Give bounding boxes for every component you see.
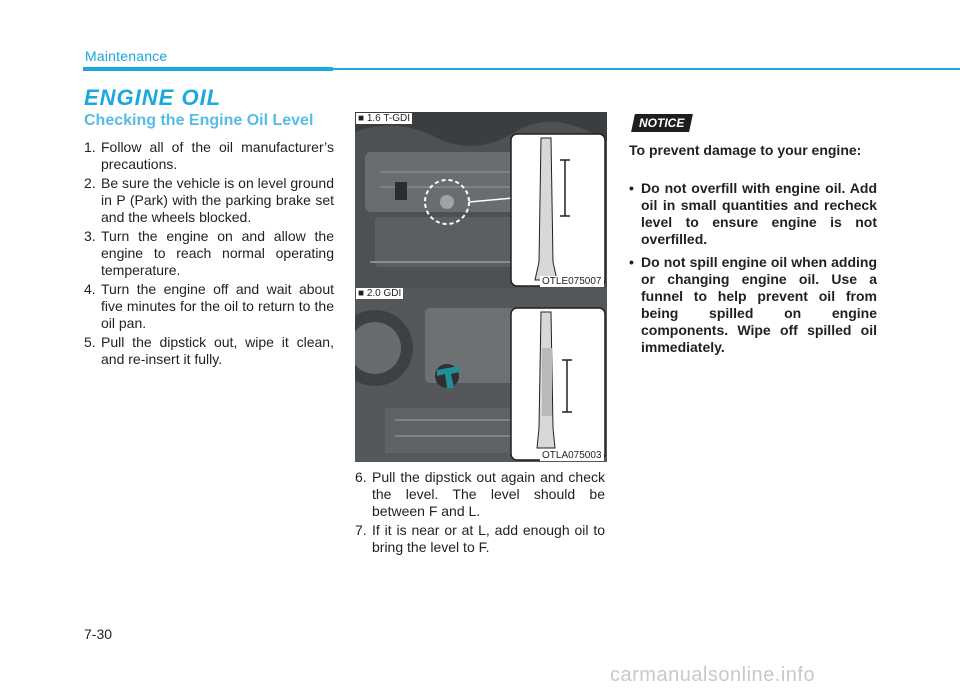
figure-label: ■ 2.0 GDI bbox=[358, 288, 402, 299]
step-item: 3. Turn the engine on and allow the engine to reach normal operating temperature. bbox=[84, 228, 334, 278]
step-item: 5. Pull the dipstick out, wipe it clean, and re-insert it fully. bbox=[84, 334, 334, 367]
notice-bullet-list bbox=[629, 180, 877, 362]
subsection-title: Checking the Engine Oil Level bbox=[84, 112, 314, 129]
step-item: 6. Pull the dipstick out again and check the level. The level should be between F and L. bbox=[355, 469, 605, 519]
page-title: ENGINE OIL bbox=[84, 85, 222, 110]
notice-bullet: • Do not overfill with engine oil. Add oil in small quantities and recheck level to ensure engine is not overfilled. bbox=[629, 180, 877, 247]
header-rule-thin bbox=[333, 68, 960, 70]
figure-code: OTLA075003 bbox=[542, 450, 602, 461]
notice-badge: NOTICE bbox=[631, 114, 693, 132]
left-step-list bbox=[84, 139, 334, 370]
figure-engine-2-0-gdi bbox=[355, 288, 607, 462]
section-label: Maintenance bbox=[85, 48, 168, 64]
notice-heading: To prevent damage to your engine: bbox=[629, 142, 862, 158]
engine-illustration bbox=[355, 288, 607, 462]
figure-code: OTLE075007 bbox=[542, 276, 602, 287]
figure-engine-1-6-tgdi bbox=[355, 112, 607, 288]
figure-label: ■ 1.6 T-GDI bbox=[358, 113, 410, 124]
engine-illustration bbox=[355, 112, 607, 288]
middle-step-list bbox=[355, 469, 605, 558]
step-item: 7. If it is near or at L, add enough oil to bring the level to F. bbox=[355, 522, 605, 555]
step-item: 1. Follow all of the oil manufacturer’s precautions. bbox=[84, 139, 334, 172]
page-number: 7-30 bbox=[84, 626, 113, 642]
watermark: carmanualsonline.info bbox=[610, 664, 816, 686]
step-item: 2. Be sure the vehicle is on level ground in P (Park) with the parking brake set and the wheels blocked. bbox=[84, 175, 334, 225]
notice-bullet: • Do not spill engine oil when adding or changing engine oil. Use a funnel to help prevent oil from being spilled on engine components. Wipe off spilled oil immediately. bbox=[629, 254, 877, 355]
step-item: 4. Turn the engine off and wait about five minutes for the oil to return to the oil pan. bbox=[84, 281, 334, 331]
header-rule-thick bbox=[83, 67, 333, 71]
